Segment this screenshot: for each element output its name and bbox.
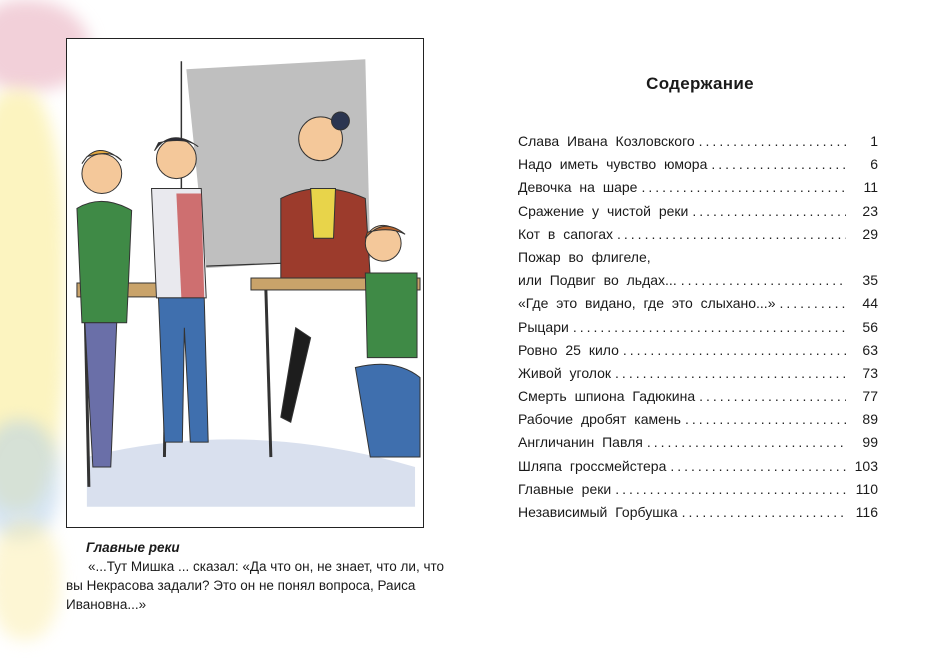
toc-entry-title: Рабочие дробят камень (518, 411, 681, 428)
caption-text: «...Тут Мишка ... сказал: «Да что он, не знает, что ли, что вы Некрасова задали? Это он не понял вопроса, Раиса Ивановна...» (66, 559, 445, 612)
toc-leader-dots (699, 133, 846, 149)
toc-entry-page: 44 (862, 295, 878, 312)
toc-entry-title: Главные реки (518, 480, 612, 497)
toc-entry-title: Шляпа гроссмейстера (518, 457, 667, 474)
toc-entry-title: Сражение у чистой реки (518, 202, 689, 219)
toc-entry-title: Кот в сапогах (518, 225, 614, 242)
boy-left-head (82, 154, 122, 194)
table-of-contents (518, 133, 878, 527)
watercolor-wash-yellow (0, 90, 65, 510)
teacher-hair-bun (332, 112, 350, 130)
toc-entry[interactable] (518, 481, 878, 504)
toc-entry-title: Слава Ивана Козловского (518, 133, 695, 149)
toc-entry-page: 29 (862, 225, 878, 242)
toc-entry-page: 89 (862, 411, 878, 428)
toc-leader-dots (682, 504, 846, 520)
toc-entry-title: Независимый Горбушка (518, 504, 678, 521)
toc-leader-dots (711, 156, 846, 172)
boy-left-sweater (77, 201, 132, 322)
toc-entry-title: Надо иметь чувство юмора (518, 156, 708, 173)
toc-entry[interactable] (518, 133, 878, 156)
toc-entry-title: Ровно 25 кило (518, 341, 619, 358)
toc-entry-page: 116 (855, 504, 878, 521)
boy-left-trousers (85, 323, 117, 467)
boy-right-sweater (365, 273, 417, 358)
watercolor-wash-blue (0, 420, 60, 540)
toc-title: Содержание (646, 74, 754, 93)
teacher-leg (281, 328, 311, 422)
toc-leader-dots (681, 272, 846, 288)
toc-entry-title: Девочка на шаре (518, 179, 638, 196)
toc-entry[interactable] (518, 365, 878, 388)
toc-leader-dots (779, 295, 846, 311)
toc-leader-dots (617, 226, 846, 242)
toc-entry-page: 99 (862, 434, 878, 451)
toc-entry-title: Пожар во флигеле, (518, 248, 651, 265)
toc-entry-page: 110 (855, 480, 878, 497)
toc-leader-dots (615, 365, 846, 381)
toc-entry[interactable] (518, 504, 878, 527)
toc-leader-dots (670, 458, 846, 474)
illustration-caption (66, 538, 446, 614)
toc-leader-dots (685, 411, 846, 427)
toc-entry-page: 1 (870, 133, 878, 149)
floor-shadow (87, 439, 415, 506)
toc-entry[interactable] (518, 226, 878, 249)
toc-entry-page: 56 (862, 318, 878, 335)
toc-entry[interactable] (518, 388, 878, 411)
toc-leader-dots (623, 342, 846, 358)
toc-entry-title-line2: или Подвиг во льдах... (518, 272, 677, 289)
toc-leader-dots (641, 179, 846, 195)
boy-right-jeans (355, 364, 420, 457)
toc-entry[interactable] (518, 156, 878, 179)
toc-entry-page: 11 (863, 179, 878, 196)
toc-entry[interactable] (518, 179, 878, 202)
toc-leader-dots (573, 319, 846, 335)
toc-entry-title: Смерть шпиона Гадюкина (518, 388, 696, 405)
teacher-desk-leg (266, 290, 271, 457)
boy-middle-head (156, 139, 196, 179)
teacher-blouse (311, 189, 336, 239)
toc-leader-dots (615, 481, 846, 497)
toc-entry[interactable] (518, 249, 878, 295)
toc-entry-page: 103 (854, 457, 878, 474)
toc-entry[interactable] (518, 342, 878, 365)
boy-middle-jeans (158, 298, 208, 442)
caption-title: Главные реки (86, 540, 180, 555)
toc-entry-title: Рыцари (518, 318, 569, 335)
toc-entry[interactable] (518, 411, 878, 434)
toc-entry-page: 35 (862, 272, 878, 289)
toc-leader-dots (699, 388, 846, 404)
classroom-illustration (66, 38, 424, 528)
toc-entry-title: «Где это видано, где это слыхано...» (518, 295, 776, 312)
toc-leader-dots (692, 203, 846, 219)
toc-entry[interactable] (518, 203, 878, 226)
toc-entry-page: 6 (870, 156, 878, 173)
toc-entry-page: 63 (862, 341, 878, 358)
toc-entry[interactable] (518, 458, 878, 481)
watercolor-wash-yellow-lower (0, 520, 60, 640)
toc-entry[interactable] (518, 295, 878, 318)
toc-entry-page: 77 (862, 388, 878, 405)
toc-entry-page: 23 (862, 202, 878, 219)
toc-entry-title: Живой уголок (518, 364, 612, 381)
toc-leader-dots (647, 434, 846, 450)
toc-entry[interactable] (518, 434, 878, 457)
toc-entry-title: Англичанин Павля (518, 434, 643, 451)
toc-entry[interactable] (518, 319, 878, 342)
toc-entry-page: 73 (862, 364, 878, 381)
